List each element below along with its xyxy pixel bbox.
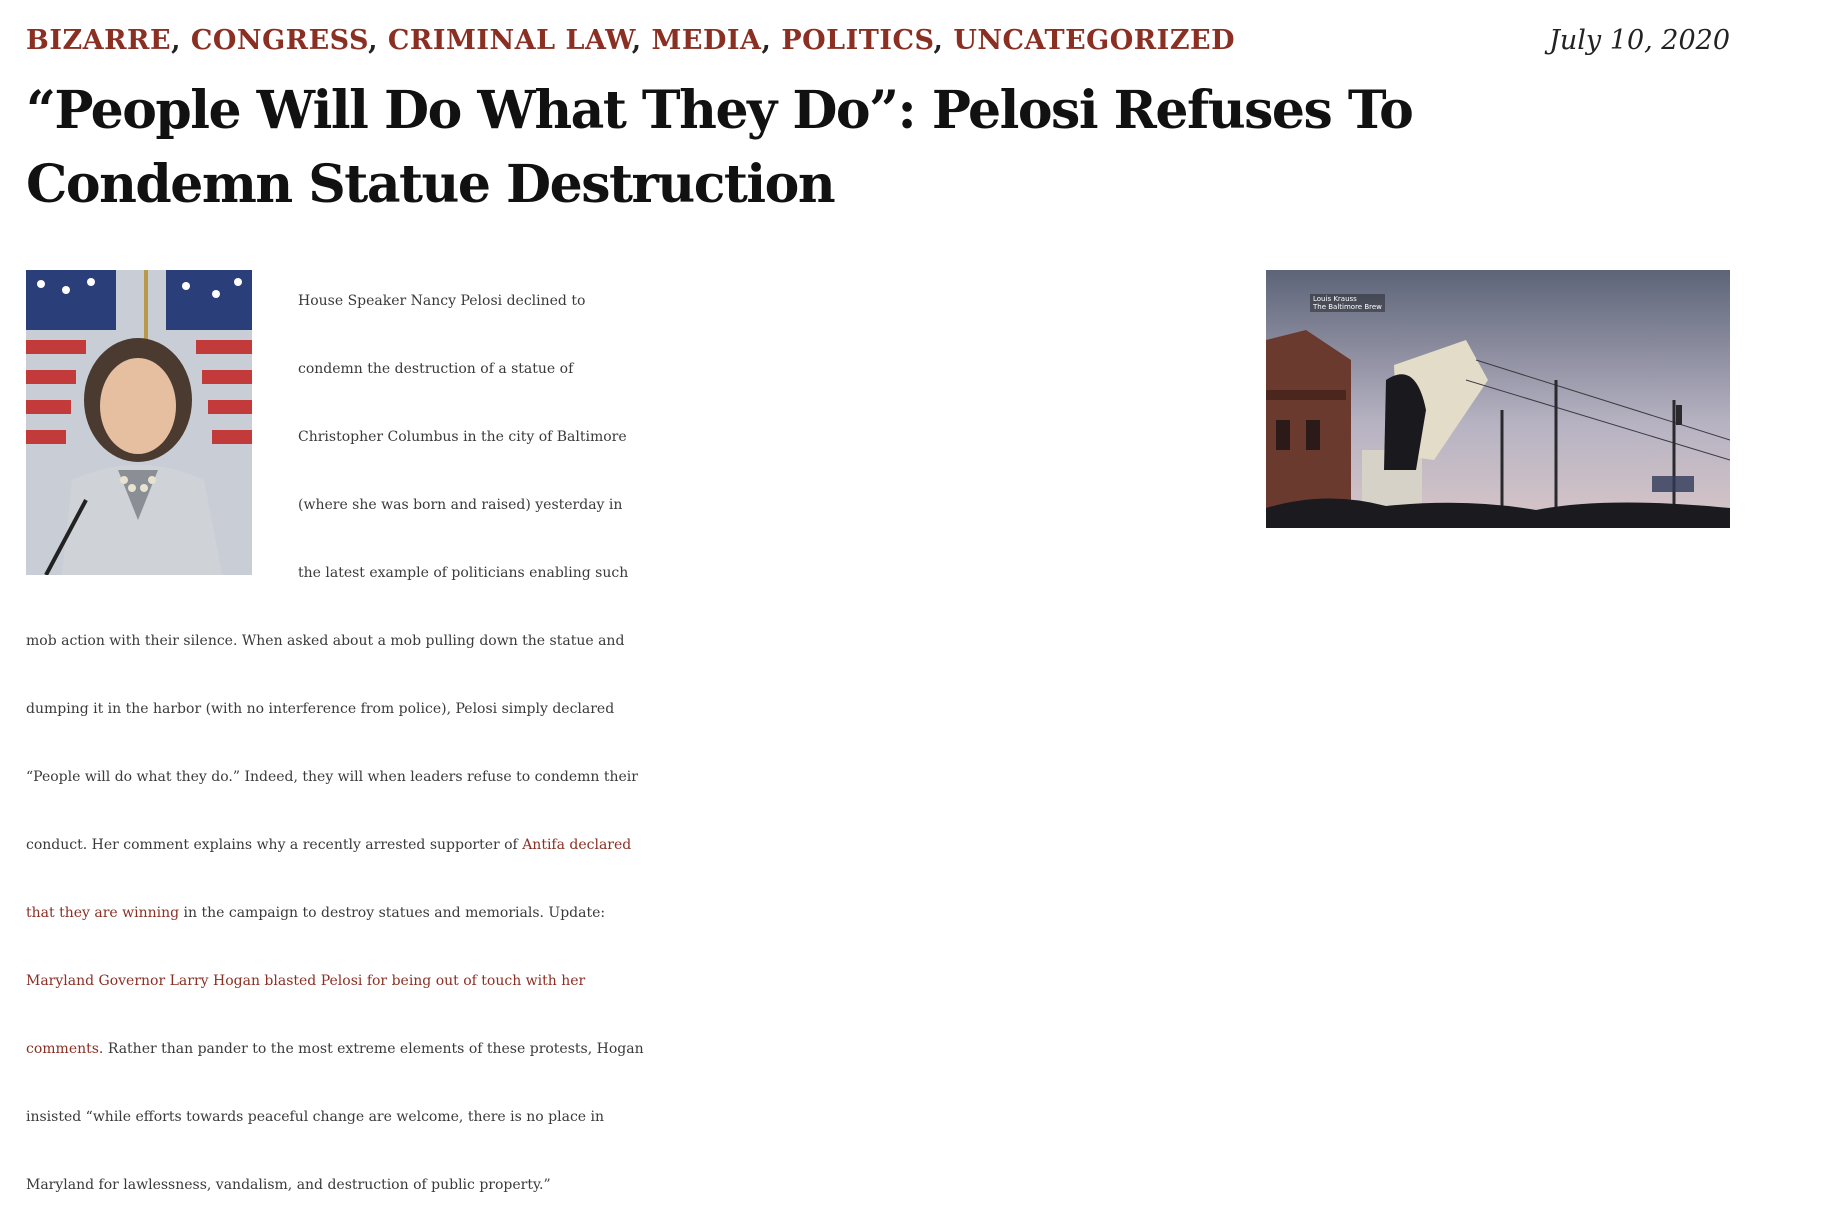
body-line: “People will do what they do.” Indeed, they will when leaders refuse to condemn their [26,769,638,785]
post-title[interactable]: “People Will Do What They Do”: Pelosi Refuses To Condemn Statue Destruction [26,80,1413,215]
post-date: July 10, 2020 [1549,25,1730,56]
body-line [26,948,1730,1016]
category-separator: , [933,25,944,56]
body-line: insisted “while efforts towards peaceful change are welcome, there is no place in [26,1109,605,1125]
photo-credit-name: Louis Krauss [1313,295,1357,303]
body-text-span: in the campaign to destroy statues and memorials. Update: [179,905,606,921]
photo-credit-source: The Baltimore Brew [1313,303,1382,311]
body-line: (where she was born and raised) yesterday in [298,497,623,513]
body-text-span: Rather than pander to the most extreme elements of these protests, Hogan [103,1041,644,1057]
body-line: House Speaker Nancy Pelosi declined to [298,293,586,309]
body-line: the latest example of politicians enabling such [298,565,629,581]
post-meta [26,20,1730,62]
category-separator: , [631,25,642,56]
antifa-article-link[interactable]: Antifa declared [522,837,632,853]
category-separator: , [368,25,379,56]
category-link-media[interactable]: MEDIA [651,25,762,56]
body-line: dumping it in the harbor (with no interference from police), Pelosi simply declared [26,701,615,717]
category-separator: , [171,25,181,56]
body-line [26,812,1730,880]
body-text-span: conduct. Her comment explains why a recently arrested supporter of [26,837,523,853]
category-link-congress[interactable]: CONGRESS [190,25,369,56]
body-line [26,1016,1730,1084]
category-link-politics[interactable]: POLITICS [781,25,934,56]
body-line: mob action with their silence. When asked about a mob pulling down the statue and [26,633,625,649]
portrait-photo-icon [26,270,252,575]
body-line: Christopher Columbus in the city of Baltimore [298,429,627,445]
body-line: Maryland for lawlessness, vandalism, and destruction of public property.” [26,1177,551,1193]
pelosi-photo [26,270,252,575]
hogan-article-link[interactable]: comments. [26,1041,104,1057]
body-line [26,880,1730,948]
category-separator: , [761,25,772,56]
category-link-criminal-law[interactable]: CRIMINAL LAW [387,25,632,56]
category-list [26,20,1235,62]
body-line: condemn the destruction of a statue of [298,361,574,377]
category-link-bizarre[interactable]: BIZARRE [26,25,172,56]
photo-credit [1310,294,1385,312]
hogan-article-link[interactable]: Maryland Governor Larry Hogan blasted Pelosi for being out of touch with her [26,973,586,989]
category-link-uncategorized[interactable]: UNCATEGORIZED [953,25,1236,56]
antifa-article-link[interactable]: that they are winning [26,905,180,921]
statue-photo [1266,270,1730,528]
